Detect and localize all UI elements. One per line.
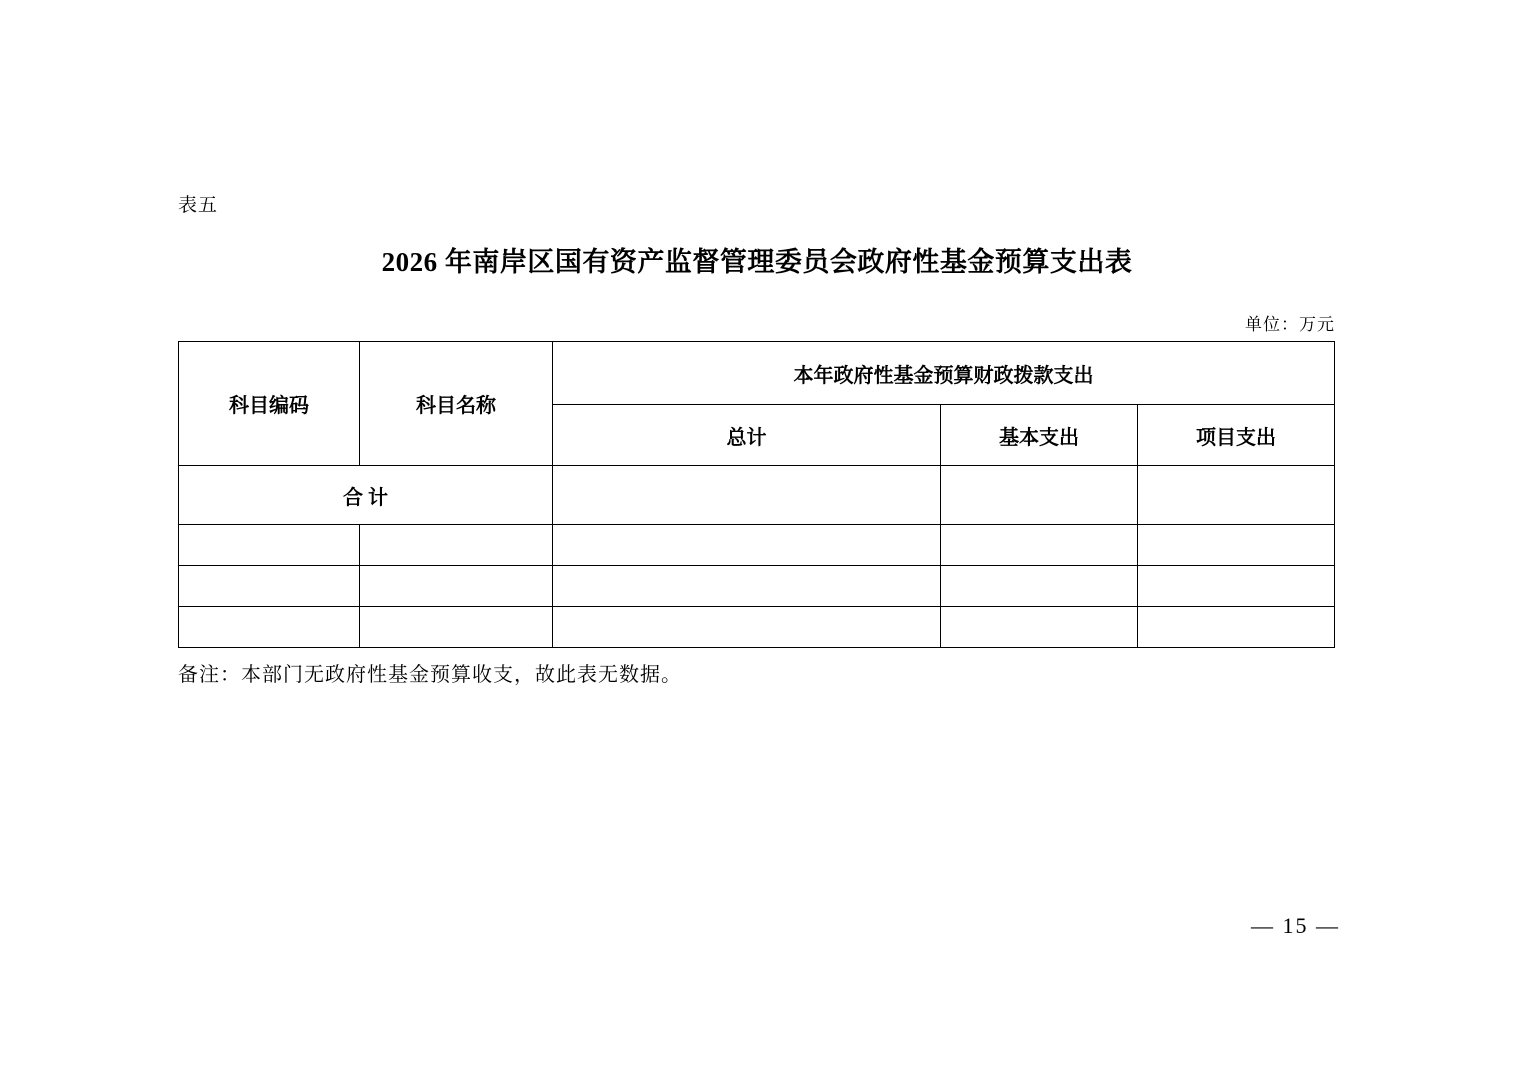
total-row-total	[553, 466, 941, 525]
cell-basic	[941, 525, 1138, 566]
cell-basic	[941, 607, 1138, 648]
unit-note: 单位：万元	[1245, 315, 1335, 335]
table-row	[179, 607, 1335, 648]
cell-name	[360, 566, 553, 607]
total-row-basic	[941, 466, 1138, 525]
total-row-project	[1138, 466, 1335, 525]
cell-name	[360, 607, 553, 648]
page-number: — 15 —	[1251, 913, 1340, 938]
cell-code	[179, 566, 360, 607]
cell-project	[1138, 566, 1335, 607]
total-row-label: 合 计	[179, 466, 553, 525]
sheet-label: 表五	[178, 194, 219, 216]
header-cell-total: 总计	[553, 405, 941, 466]
table-row	[179, 566, 1335, 607]
cell-basic	[941, 566, 1138, 607]
cell-code	[179, 607, 360, 648]
header-cell-project: 项目支出	[1138, 405, 1335, 466]
table-row	[179, 525, 1335, 566]
cell-total	[553, 607, 941, 648]
cell-project	[1138, 525, 1335, 566]
budget-table	[178, 341, 1335, 648]
cell-total	[553, 566, 941, 607]
cell-code	[179, 525, 360, 566]
table-header-row-1	[179, 342, 1335, 405]
page-title: 2026 年南岸区国有资产监督管理委员会政府性基金预算支出表	[381, 247, 1133, 277]
cell-project	[1138, 607, 1335, 648]
cell-total	[553, 525, 941, 566]
table-row	[179, 466, 1335, 525]
header-cell-code: 科目编码	[179, 342, 360, 466]
cell-name	[360, 525, 553, 566]
header-cell-group: 本年政府性基金预算财政拨款支出	[553, 342, 1335, 405]
header-cell-basic: 基本支出	[941, 405, 1138, 466]
remark-note: 备注：本部门无政府性基金预算收支，故此表无数据。	[178, 662, 682, 686]
header-cell-name: 科目名称	[360, 342, 553, 466]
